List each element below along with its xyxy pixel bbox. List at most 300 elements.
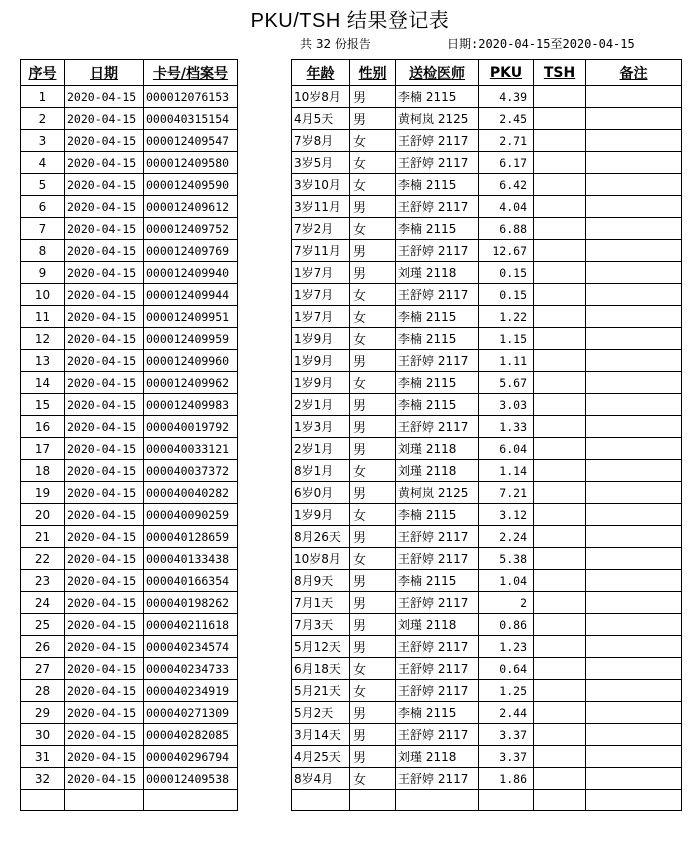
cell-card: 000012409590 [144, 174, 238, 196]
cell-gender: 男 [350, 746, 396, 768]
cell-seq: 12 [21, 328, 65, 350]
table-row [21, 416, 682, 438]
cell-age: 1岁3月 [292, 416, 350, 438]
cell-gap [238, 790, 292, 811]
cell-note [586, 702, 682, 724]
cell-doctor: 王舒婷 2117 [396, 130, 479, 152]
header-date: 日期 [65, 60, 144, 86]
cell-gap [238, 746, 292, 768]
cell-pku: 1.86 [479, 768, 534, 790]
cell-seq: 11 [21, 306, 65, 328]
cell-pku: 1.25 [479, 680, 534, 702]
cell-card: 000012409960 [144, 350, 238, 372]
table-row [21, 680, 682, 702]
cell-seq: 9 [21, 262, 65, 284]
results-table [20, 59, 682, 811]
cell-card: 000012409580 [144, 152, 238, 174]
cell-doctor: 刘瑾 2118 [396, 438, 479, 460]
cell-tsh [534, 306, 586, 328]
cell-gap [238, 482, 292, 504]
cell-age: 5月12天 [292, 636, 350, 658]
cell-card: 000040234574 [144, 636, 238, 658]
cell-doctor: 王舒婷 2117 [396, 152, 479, 174]
cell-gender: 女 [350, 328, 396, 350]
cell-doctor: 李楠 2115 [396, 394, 479, 416]
cell-seq: 25 [21, 614, 65, 636]
cell-gap [238, 262, 292, 284]
cell-date: 2020-04-15 [65, 548, 144, 570]
table-row [21, 482, 682, 504]
cell-tsh [534, 702, 586, 724]
table-row [21, 240, 682, 262]
cell-age: 3岁11月 [292, 196, 350, 218]
cell-card: 000012409612 [144, 196, 238, 218]
cell-gap [238, 240, 292, 262]
cell-gap [238, 680, 292, 702]
cell-gender: 男 [350, 240, 396, 262]
cell-gap [238, 416, 292, 438]
cell-age: 1岁9月 [292, 328, 350, 350]
cell-date: 2020-04-15 [65, 196, 144, 218]
cell-gap [238, 108, 292, 130]
cell-tsh [534, 240, 586, 262]
cell-gender: 男 [350, 196, 396, 218]
cell-note [586, 416, 682, 438]
cell-gap [238, 174, 292, 196]
cell-date: 2020-04-15 [65, 262, 144, 284]
cell-gap [238, 394, 292, 416]
cell-tsh [534, 438, 586, 460]
cell-doctor: 李楠 2115 [396, 372, 479, 394]
cell-note [586, 152, 682, 174]
cell-note [586, 746, 682, 768]
cell-doctor: 王舒婷 2117 [396, 350, 479, 372]
cell-gender: 女 [350, 218, 396, 240]
cell-tsh [534, 570, 586, 592]
cell-tsh [534, 790, 586, 811]
cell-card: 000012409940 [144, 262, 238, 284]
cell-seq: 29 [21, 702, 65, 724]
cell-note [586, 328, 682, 350]
table-row [21, 592, 682, 614]
cell-pku: 4.39 [479, 86, 534, 108]
header-doctor: 送检医师 [396, 60, 479, 86]
cell-date: 2020-04-15 [65, 746, 144, 768]
cell-pku: 2.24 [479, 526, 534, 548]
table-row [21, 768, 682, 790]
cell-gap [238, 724, 292, 746]
cell-gap [238, 768, 292, 790]
table-row [21, 614, 682, 636]
cell-seq: 1 [21, 86, 65, 108]
cell-tsh [534, 724, 586, 746]
cell-date: 2020-04-15 [65, 372, 144, 394]
cell-gender: 男 [350, 262, 396, 284]
table-row [21, 658, 682, 680]
cell-pku: 1.11 [479, 350, 534, 372]
cell-seq: 16 [21, 416, 65, 438]
cell-doctor: 王舒婷 2117 [396, 768, 479, 790]
cell-age: 2岁1月 [292, 394, 350, 416]
cell-seq: 10 [21, 284, 65, 306]
cell-pku: 7.21 [479, 482, 534, 504]
cell-note [586, 350, 682, 372]
cell-gender: 女 [350, 152, 396, 174]
cell-note [586, 130, 682, 152]
cell-gap [238, 152, 292, 174]
cell-note [586, 592, 682, 614]
cell-date: 2020-04-15 [65, 218, 144, 240]
cell-gender: 男 [350, 592, 396, 614]
cell-card: 000012409983 [144, 394, 238, 416]
cell-date: 2020-04-15 [65, 108, 144, 130]
cell-pku: 2.45 [479, 108, 534, 130]
cell-tsh [534, 614, 586, 636]
cell-tsh [534, 548, 586, 570]
table-row [21, 306, 682, 328]
cell-age: 8月9天 [292, 570, 350, 592]
cell-seq [21, 790, 65, 811]
table-row [21, 262, 682, 284]
cell-pku: 3.03 [479, 394, 534, 416]
cell-doctor: 刘瑾 2118 [396, 460, 479, 482]
cell-date: 2020-04-15 [65, 768, 144, 790]
cell-note [586, 108, 682, 130]
cell-note [586, 570, 682, 592]
cell-note [586, 460, 682, 482]
cell-gender: 男 [350, 394, 396, 416]
cell-seq: 15 [21, 394, 65, 416]
cell-doctor: 刘瑾 2118 [396, 746, 479, 768]
table-row [21, 570, 682, 592]
table-row [21, 746, 682, 768]
date-range: 日期:2020-04-15至2020-04-15 [447, 37, 635, 51]
cell-card: 000012409944 [144, 284, 238, 306]
cell-tsh [534, 372, 586, 394]
cell-gender: 男 [350, 86, 396, 108]
table-row [21, 460, 682, 482]
cell-gender: 女 [350, 460, 396, 482]
table-row [21, 372, 682, 394]
cell-date: 2020-04-15 [65, 702, 144, 724]
cell-card: 000012409951 [144, 306, 238, 328]
cell-age: 1岁9月 [292, 372, 350, 394]
table-row [21, 284, 682, 306]
cell-gap [238, 284, 292, 306]
cell-date: 2020-04-15 [65, 174, 144, 196]
cell-doctor: 黄柯岚 2125 [396, 482, 479, 504]
cell-gap [238, 130, 292, 152]
cell-card: 000012076153 [144, 86, 238, 108]
cell-doctor: 王舒婷 2117 [396, 724, 479, 746]
cell-pku: 3.12 [479, 504, 534, 526]
cell-pku: 5.67 [479, 372, 534, 394]
cell-card: 000040040282 [144, 482, 238, 504]
cell-pku: 2 [479, 592, 534, 614]
cell-age: 8岁4月 [292, 768, 350, 790]
cell-date: 2020-04-15 [65, 504, 144, 526]
cell-age: 1岁9月 [292, 350, 350, 372]
cell-date: 2020-04-15 [65, 306, 144, 328]
header-note: 备注 [586, 60, 682, 86]
table-row [21, 196, 682, 218]
cell-gap [238, 86, 292, 108]
cell-note [586, 504, 682, 526]
header-age: 年龄 [292, 60, 350, 86]
cell-gender: 男 [350, 724, 396, 746]
table-row [21, 636, 682, 658]
cell-doctor: 王舒婷 2117 [396, 548, 479, 570]
cell-note [586, 174, 682, 196]
cell-date: 2020-04-15 [65, 328, 144, 350]
cell-card: 000040296794 [144, 746, 238, 768]
cell-doctor: 王舒婷 2117 [396, 592, 479, 614]
cell-pku: 12.67 [479, 240, 534, 262]
cell-gender: 男 [350, 526, 396, 548]
cell-note [586, 658, 682, 680]
cell-note [586, 526, 682, 548]
cell-age: 2岁1月 [292, 438, 350, 460]
cell-tsh [534, 416, 586, 438]
cell-gender: 男 [350, 416, 396, 438]
cell-age: 4月25天 [292, 746, 350, 768]
cell-note [586, 306, 682, 328]
cell-note [586, 196, 682, 218]
cell-pku [479, 790, 534, 811]
cell-tsh [534, 658, 586, 680]
table-row [21, 504, 682, 526]
cell-pku: 6.17 [479, 152, 534, 174]
cell-doctor: 李楠 2115 [396, 504, 479, 526]
cell-gap [238, 328, 292, 350]
cell-age: 7岁11月 [292, 240, 350, 262]
cell-gender: 男 [350, 614, 396, 636]
cell-doctor: 李楠 2115 [396, 218, 479, 240]
cell-pku: 0.15 [479, 262, 534, 284]
cell-seq: 19 [21, 482, 65, 504]
cell-pku: 6.04 [479, 438, 534, 460]
cell-tsh [534, 284, 586, 306]
cell-pku: 2.44 [479, 702, 534, 724]
cell-note [586, 614, 682, 636]
header-gap [238, 60, 292, 86]
cell-gender: 女 [350, 174, 396, 196]
cell-card: 000040211618 [144, 614, 238, 636]
cell-age: 1岁7月 [292, 284, 350, 306]
cell-note [586, 86, 682, 108]
cell-card: 000040282085 [144, 724, 238, 746]
cell-card: 000040315154 [144, 108, 238, 130]
cell-tsh [534, 746, 586, 768]
cell-gender: 男 [350, 438, 396, 460]
cell-card: 000040133438 [144, 548, 238, 570]
cell-doctor [396, 790, 479, 811]
cell-gap [238, 702, 292, 724]
cell-gender: 女 [350, 306, 396, 328]
cell-gender: 男 [350, 570, 396, 592]
cell-card: 000040198262 [144, 592, 238, 614]
cell-seq: 3 [21, 130, 65, 152]
table-row [21, 526, 682, 548]
cell-gap [238, 570, 292, 592]
cell-note [586, 240, 682, 262]
report-title: PKU/TSH 结果登记表 [250, 10, 450, 32]
header-tsh: TSH [534, 60, 586, 86]
cell-tsh [534, 592, 586, 614]
empty-row [21, 790, 682, 811]
cell-card: 000012409752 [144, 218, 238, 240]
cell-doctor: 李楠 2115 [396, 174, 479, 196]
cell-seq: 6 [21, 196, 65, 218]
cell-age: 6月18天 [292, 658, 350, 680]
cell-gender: 女 [350, 130, 396, 152]
cell-note [586, 482, 682, 504]
cell-age: 3月14天 [292, 724, 350, 746]
table-row [21, 328, 682, 350]
cell-gap [238, 460, 292, 482]
cell-tsh [534, 768, 586, 790]
cell-date: 2020-04-15 [65, 240, 144, 262]
cell-age: 6岁0月 [292, 482, 350, 504]
cell-doctor: 王舒婷 2117 [396, 680, 479, 702]
cell-tsh [534, 174, 586, 196]
cell-card: 000012409769 [144, 240, 238, 262]
cell-tsh [534, 350, 586, 372]
cell-tsh [534, 680, 586, 702]
cell-pku: 1.23 [479, 636, 534, 658]
table-row [21, 86, 682, 108]
cell-card: 000040037372 [144, 460, 238, 482]
cell-tsh [534, 526, 586, 548]
cell-note [586, 724, 682, 746]
cell-age: 3岁5月 [292, 152, 350, 174]
cell-age: 1岁7月 [292, 306, 350, 328]
cell-doctor: 李楠 2115 [396, 702, 479, 724]
cell-tsh [534, 636, 586, 658]
cell-date: 2020-04-15 [65, 152, 144, 174]
cell-seq: 22 [21, 548, 65, 570]
cell-gap [238, 548, 292, 570]
table-row [21, 350, 682, 372]
cell-card: 000040234919 [144, 680, 238, 702]
cell-date: 2020-04-15 [65, 636, 144, 658]
cell-seq: 5 [21, 174, 65, 196]
cell-pku: 1.22 [479, 306, 534, 328]
cell-pku: 2.71 [479, 130, 534, 152]
cell-date: 2020-04-15 [65, 614, 144, 636]
cell-date: 2020-04-15 [65, 416, 144, 438]
table-row [21, 724, 682, 746]
cell-seq: 7 [21, 218, 65, 240]
cell-tsh [534, 460, 586, 482]
cell-age: 7月1天 [292, 592, 350, 614]
cell-gender: 女 [350, 548, 396, 570]
cell-seq: 13 [21, 350, 65, 372]
cell-pku: 0.64 [479, 658, 534, 680]
cell-age: 1岁9月 [292, 504, 350, 526]
table-row [21, 174, 682, 196]
cell-date: 2020-04-15 [65, 394, 144, 416]
cell-doctor: 李楠 2115 [396, 570, 479, 592]
cell-tsh [534, 482, 586, 504]
cell-doctor: 刘瑾 2118 [396, 262, 479, 284]
cell-date: 2020-04-15 [65, 592, 144, 614]
cell-pku: 1.15 [479, 328, 534, 350]
header-card: 卡号/档案号 [144, 60, 238, 86]
cell-pku: 6.42 [479, 174, 534, 196]
table-row [21, 438, 682, 460]
cell-note [586, 790, 682, 811]
header-seq: 序号 [21, 60, 65, 86]
cell-seq: 23 [21, 570, 65, 592]
cell-gender: 男 [350, 108, 396, 130]
table-row [21, 394, 682, 416]
cell-note [586, 394, 682, 416]
cell-age: 10岁8月 [292, 548, 350, 570]
cell-age: 1岁7月 [292, 262, 350, 284]
cell-age: 7岁8月 [292, 130, 350, 152]
cell-note [586, 284, 682, 306]
cell-tsh [534, 504, 586, 526]
cell-tsh [534, 86, 586, 108]
cell-date: 2020-04-15 [65, 350, 144, 372]
table-row [21, 548, 682, 570]
table-row [21, 218, 682, 240]
cell-doctor: 李楠 2115 [396, 328, 479, 350]
report-count: 共 32 份报告 [300, 37, 371, 51]
table-row [21, 152, 682, 174]
cell-card [144, 790, 238, 811]
cell-pku: 0.15 [479, 284, 534, 306]
cell-date: 2020-04-15 [65, 570, 144, 592]
cell-date: 2020-04-15 [65, 658, 144, 680]
cell-card: 000040234733 [144, 658, 238, 680]
cell-gender: 男 [350, 350, 396, 372]
cell-date: 2020-04-15 [65, 526, 144, 548]
cell-seq: 20 [21, 504, 65, 526]
cell-doctor: 李楠 2115 [396, 86, 479, 108]
cell-gap [238, 218, 292, 240]
cell-seq: 28 [21, 680, 65, 702]
cell-date [65, 790, 144, 811]
cell-date: 2020-04-15 [65, 482, 144, 504]
cell-age: 8月26天 [292, 526, 350, 548]
cell-gap [238, 636, 292, 658]
cell-pku: 5.38 [479, 548, 534, 570]
cell-date: 2020-04-15 [65, 438, 144, 460]
cell-note [586, 548, 682, 570]
cell-date: 2020-04-15 [65, 130, 144, 152]
header-pku: PKU [479, 60, 534, 86]
cell-pku: 1.33 [479, 416, 534, 438]
cell-doctor: 王舒婷 2117 [396, 240, 479, 262]
cell-gap [238, 504, 292, 526]
cell-gap [238, 658, 292, 680]
cell-tsh [534, 196, 586, 218]
cell-seq: 14 [21, 372, 65, 394]
cell-seq: 2 [21, 108, 65, 130]
cell-doctor: 黄柯岚 2125 [396, 108, 479, 130]
cell-gender: 女 [350, 372, 396, 394]
cell-age: 7岁2月 [292, 218, 350, 240]
cell-age: 5月21天 [292, 680, 350, 702]
cell-age: 8岁1月 [292, 460, 350, 482]
cell-seq: 8 [21, 240, 65, 262]
cell-date: 2020-04-15 [65, 724, 144, 746]
cell-card: 000012409547 [144, 130, 238, 152]
cell-card: 000012409962 [144, 372, 238, 394]
cell-gap [238, 196, 292, 218]
